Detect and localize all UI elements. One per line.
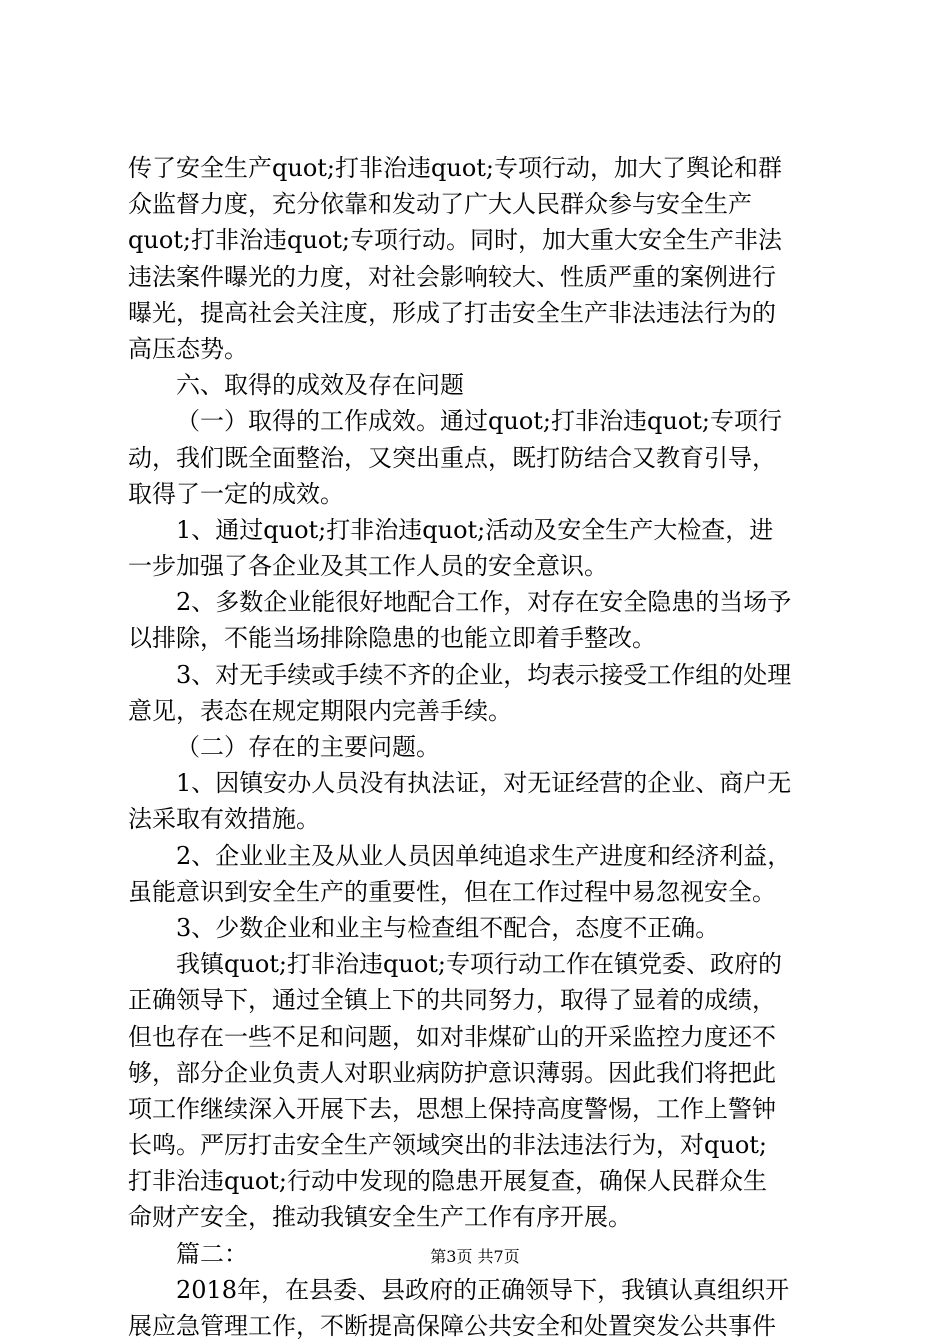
text-line: 展应急管理工作，不断提高保障公共安全和处置突发公共事件: [128, 1312, 776, 1340]
text-line: 但也存在一些不足和问题，如对非煤矿山的开采监控力度还不: [128, 1022, 776, 1051]
text-line: 众监督力度，充分依靠和发动了广大人民群众参与安全生产: [128, 190, 752, 219]
text-line: 以排除，不能当场排除隐患的也能立即着手整改。: [128, 624, 656, 653]
section-heading: 六、取得的成效及存在问题: [176, 371, 464, 400]
text-line: 意见，表态在规定期限内完善手续。: [128, 696, 512, 725]
paragraph-start: 2018年，在县委、县政府的正确领导下，我镇认真组织开: [176, 1275, 790, 1304]
text-line: 取得了一定的成效。: [128, 479, 344, 508]
text-line: 长鸣。严厉打击安全生产领域突出的非法违法行为，对quot;: [128, 1131, 767, 1160]
text-line: 项工作继续深入开展下去，思想上保持高度警惕，工作上警钟: [128, 1094, 776, 1123]
subsection-heading: （二）存在的主要问题。: [176, 733, 440, 761]
text-line: 虽能意识到安全生产的重要性，但在工作过程中易忽视安全。: [128, 877, 776, 906]
list-item: 1、通过quot;打非治违quot;活动及安全生产大检查，进: [176, 515, 774, 544]
page-footer: [0, 1247, 950, 1267]
list-item: 1、因镇安办人员没有执法证，对无证经营的企业、商户无: [176, 769, 792, 798]
text-line: 法采取有效措施。: [128, 805, 320, 834]
list-item: 2、企业业主及从业人员因单纯追求生产进度和经济利益，: [176, 841, 792, 870]
paragraph-start: 我镇quot;打非治违quot;专项行动工作在镇党委、政府的: [176, 950, 782, 979]
document-body: [128, 150, 833, 1344]
text-line: 命财产安全，推动我镇安全生产工作有序开展。: [128, 1203, 632, 1232]
text-line: 违法案件曝光的力度，对社会影响较大、性质严重的案例进行: [128, 262, 776, 291]
subsection-heading: （一）取得的工作成效。通过quot;打非治违quot;专项行: [176, 407, 782, 436]
text-line: 传了安全生产quot;打非治违quot;专项行动，加大了舆论和群: [128, 154, 782, 182]
list-item: 3、少数企业和业主与检查组不配合，态度不正确。: [176, 913, 720, 942]
page-number: 第3页 共7页: [430, 1247, 520, 1266]
text-line: 打非治违quot;行动中发现的隐患开展复查，确保人民群众生: [128, 1167, 767, 1196]
text-line: 高压态势。: [128, 334, 248, 363]
text-line: 动，我们既全面整治，又突出重点，既打防结合又教育引导，: [128, 443, 776, 472]
text-line: 一步加强了各企业及其工作人员的安全意识。: [128, 552, 608, 581]
text-line: 正确领导下，通过全镇上下的共同努力，取得了显着的成绩，: [128, 986, 776, 1015]
list-item: 2、多数企业能很好地配合工作，对存在安全隐患的当场予: [176, 588, 792, 617]
text-line: 曝光，提高社会关注度，形成了打击安全生产非法违法行为的: [128, 298, 776, 327]
text-line: quot;打非治违quot;专项行动。同时，加大重大安全生产非法: [128, 226, 782, 255]
text-line: 够，部分企业负责人对职业病防护意识薄弱。因此我们将把此: [128, 1058, 776, 1087]
list-item: 3、对无手续或手续不齐的企业，均表示接受工作组的处理: [176, 660, 792, 689]
section-heading: 篇二：: [176, 1239, 248, 1268]
